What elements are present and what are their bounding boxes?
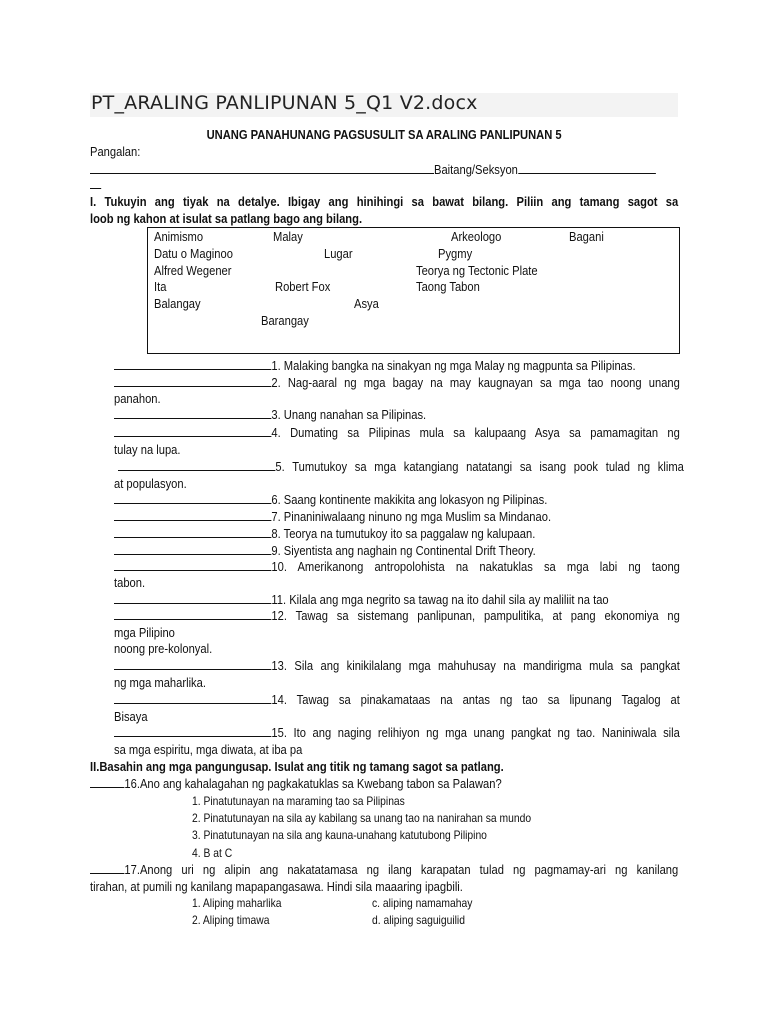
stray-underline	[90, 176, 596, 193]
item-12-cont1: mga Pilipino	[114, 625, 175, 640]
word-asya: Asya	[354, 296, 379, 311]
word-datu: Datu o Maginoo	[154, 246, 233, 261]
word-lugar: Lugar	[324, 246, 353, 261]
answer-blank[interactable]	[114, 591, 271, 604]
item-17-option-c: c. aliping namamahay	[372, 896, 473, 910]
item-17-option-2: 2. Aliping timawa	[192, 913, 270, 927]
item-16-option-3: 3. Pinatutunayan na sila ang kauna-unahang katutubong Pilipino	[192, 828, 487, 842]
item-13-cont: ng mga maharlika.	[114, 675, 206, 690]
word-pygmy: Pygmy	[438, 246, 473, 261]
item-2: 2. Nag-aaral ng mga bagay na may kaugnayan sa mga tao noong unang	[114, 374, 680, 391]
answer-blank[interactable]	[114, 657, 271, 670]
word-malay: Malay	[273, 229, 303, 244]
item-17-option-d: d. aliping saguiguilid	[372, 913, 465, 927]
answer-blank[interactable]	[114, 424, 271, 437]
item-16-option-1: 1. Pinatutunayan na maraming tao sa Pilipinas	[192, 794, 405, 808]
item-14-cont: Bisaya	[114, 709, 148, 724]
item-4-cont: tulay na lupa.	[114, 442, 181, 457]
answer-blank[interactable]	[114, 357, 271, 370]
answer-blank[interactable]	[90, 861, 124, 874]
item-9: 9. Siyentista ang naghain ng Continental Drift Theory.	[114, 542, 680, 559]
item-10: 10. Amerikanong antropolohista na nakatuklas sa mga labi ng taong	[114, 558, 680, 575]
item-14: 14. Tawag sa pinakamataas na antas ng tao sa lipunang Tagalog at	[114, 691, 680, 708]
item-17-stem-line1: 17.Anong uri ng alipin ang nakatatamasa ng ilang karapatan tulad ng pagmamay-ari ng kanilang	[90, 861, 678, 878]
word-balangay: Balangay	[154, 296, 201, 311]
name-label: Pangalan:	[90, 144, 141, 159]
part2-instruction: II.Basahin ang mga pangungusap. Isulat ang titik ng tamang sagot sa patlang.	[90, 759, 504, 774]
answer-blank[interactable]	[114, 542, 271, 555]
item-4: 4. Dumating sa Pilipinas mula sa kalupaang Asya sa pamamagitan ng	[114, 424, 680, 441]
item-10-cont: tabon.	[114, 575, 146, 590]
answer-blank[interactable]	[114, 406, 271, 419]
item-5: 5. Tumutukoy sa mga katangiang natatangi sa isang pook tulad ng klima	[118, 458, 684, 475]
item-13: 13. Sila ang kinikilalang mga mahuhusay na mandirigma mula sa pangkat	[114, 657, 680, 674]
word-ita: Ita	[154, 279, 167, 294]
section-blank[interactable]	[518, 161, 656, 174]
word-wegener: Alfred Wegener	[154, 263, 232, 278]
item-17-option-1: 1. Aliping maharlika	[192, 896, 282, 910]
answer-blank[interactable]	[90, 775, 124, 788]
item-16-option-4: 4. B at C	[192, 846, 233, 860]
answer-blank[interactable]	[114, 374, 271, 387]
item-12-cont2: noong pre-kolonyal.	[114, 641, 213, 656]
answer-blank[interactable]	[114, 508, 271, 521]
item-1: 1. Malaking bangka na sinakyan ng mga Malay ng magpunta sa Pilipinas.	[114, 357, 680, 374]
item-8: 8. Teorya na tumutukoy ito sa paggalaw ng kalupaan.	[114, 525, 680, 542]
part1-instruction-line2: loob ng kahon at isulat sa patlang bago ang bilang.	[90, 211, 363, 226]
part1-instruction-line1: I. Tukuyin ang tiyak na detalye. Ibigay ang hinihingi sa bawat bilang. Piliin ang tamang sagot sa	[90, 194, 679, 209]
item-5-cont: at populasyon.	[114, 476, 187, 491]
item-16-option-2: 2. Pinatutunayan na sila ay kabilang sa unang tao na nanirahan sa mundo	[192, 811, 532, 825]
item-17-stem-line2: tirahan, at pumili ng kanilang mapapangasawa. Hindi sila maaaring ipagbili.	[90, 879, 463, 894]
answer-blank[interactable]	[114, 525, 271, 538]
item-15-cont: sa mga espiritu, mga diwata, at iba pa	[114, 742, 303, 757]
answer-blank[interactable]	[114, 607, 271, 620]
name-blank[interactable]	[90, 161, 434, 174]
item-15: 15. Ito ang naging relihiyon ng mga unang pangkat ng tao. Naniniwala sila	[114, 724, 680, 741]
answer-blank[interactable]	[114, 558, 271, 571]
document-title: PT_ARALING PANLIPUNAN 5_Q1 V2.docx	[91, 92, 478, 114]
word-animismo: Animismo	[154, 229, 204, 244]
answer-blank[interactable]	[114, 691, 271, 704]
word-bagani: Bagani	[569, 229, 604, 244]
item-7: 7. Pinaniniwalaang ninuno ng mga Muslim sa Mindanao.	[114, 508, 680, 525]
item-3: 3. Unang nanahan sa Pilipinas.	[114, 406, 680, 423]
answer-blank[interactable]	[114, 491, 271, 504]
item-11: 11. Kilala ang mga negrito sa tawag na ito dahil sila ay maliliit na tao	[114, 591, 680, 608]
answer-blank[interactable]	[118, 458, 275, 471]
exam-heading: UNANG PANAHUNANG PAGSUSULIT SA ARALING PANLIPUNAN 5	[206, 127, 562, 142]
item-6: 6. Saang kontinente makikita ang lokasyon ng Pilipinas.	[114, 491, 680, 508]
item-16-stem: 16.Ano ang kahalagahan ng pagkakatuklas sa Kwebang tabon sa Palawan?	[90, 775, 596, 792]
word-tabon: Taong Tabon	[416, 279, 480, 294]
word-fox: Robert Fox	[275, 279, 331, 294]
word-arkeologo: Arkeologo	[451, 229, 502, 244]
section-label: Baitang/Seksyon	[434, 162, 518, 177]
word-barangay: Barangay	[261, 313, 309, 328]
item-2-cont: panahon.	[114, 391, 161, 406]
word-tectonic: Teorya ng Tectonic Plate	[416, 263, 538, 278]
item-12: 12. Tawag sa sistemang panlipunan, pampulitika, at pang ekonomiya ng	[114, 607, 680, 624]
answer-blank[interactable]	[114, 724, 271, 737]
